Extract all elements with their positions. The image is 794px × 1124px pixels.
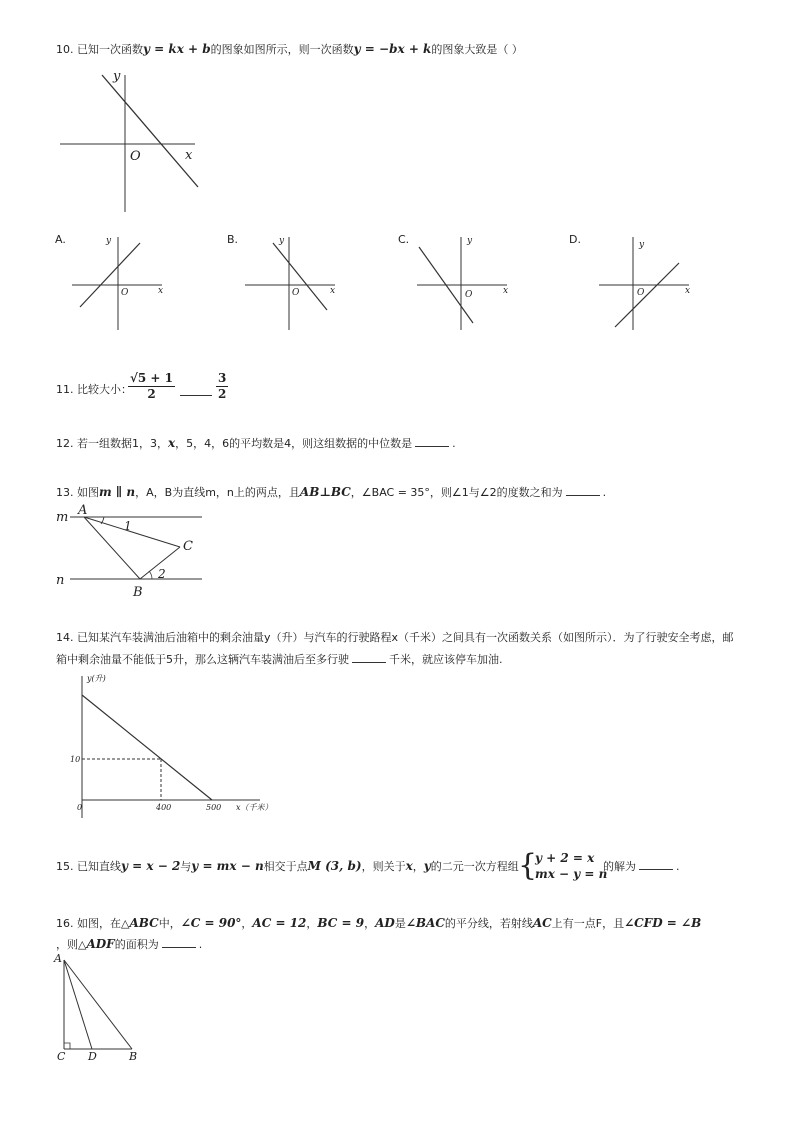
q10-text-b: 的图象如图所示，则一次函数 [210, 43, 354, 56]
q15-eq2: y = mx − n [191, 859, 264, 873]
q10-number: 10. [56, 43, 74, 56]
q12-stem [56, 436, 456, 451]
q13-label-angle1: 1 [124, 519, 132, 533]
q14-ylabel: y(升) [87, 674, 106, 683]
q13-label-c: C [183, 539, 193, 554]
q15-system-brace: { [518, 848, 538, 883]
q16-eq2: ∠C = 90° [180, 916, 242, 930]
q16-label-c: C [57, 1050, 66, 1063]
q13-label-angle2: 2 [158, 567, 166, 581]
q10-eq2: y = −bx + k [353, 42, 432, 56]
q13-label-m: m [56, 510, 69, 525]
q16-eq8: ∠CFD = ∠B [624, 916, 702, 930]
q15-eq3: M (3, b) [307, 859, 362, 873]
q15-system-eq2: mx − y = n [535, 867, 608, 881]
q16-line2-b: 的面积为 [114, 938, 159, 951]
q13-text-a: 如图 [77, 486, 99, 499]
q15-text-a: 已知直线 [77, 860, 121, 873]
q15-stem [56, 859, 519, 874]
q10-option-b-y: y [279, 236, 285, 246]
q15-var2: y [423, 859, 431, 873]
q10-main-graph [55, 65, 215, 215]
q10-option-d-o: O [637, 288, 645, 298]
q11-frac2-numerator: 3 [218, 371, 227, 385]
q12-text-c: . [452, 437, 456, 450]
q16-line2-eq: ADF [86, 937, 115, 951]
q13-answer-blank[interactable] [566, 485, 600, 496]
q10-option-d-letter: D. [569, 233, 581, 246]
q11-fraction-2 [216, 371, 228, 402]
q10-option-d-graph[interactable] [597, 235, 697, 335]
q15-text-c: 相交于点 [263, 860, 308, 873]
q13-eq1: m ∥ n [99, 485, 136, 499]
q16-stem-line1 [56, 916, 701, 931]
q16-text-d: ， [306, 917, 318, 930]
q16-text-a: 如图，在△ [77, 917, 130, 930]
q14-x-tick-400: 400 [156, 803, 172, 812]
q12-number: 12. [56, 437, 74, 450]
q10-graph-x-label: x [185, 148, 193, 163]
q14-answer-blank[interactable] [352, 652, 386, 663]
q11-text: 比较大小： [77, 383, 132, 396]
q16-figure [52, 952, 152, 1067]
q13-number: 13. [56, 486, 74, 499]
q16-label-d: D [88, 1050, 97, 1063]
q15-eq1: y = x − 2 [121, 859, 181, 873]
q13-eq2: AB⊥BC [299, 485, 351, 499]
q16-eq3: AC = 12 [252, 916, 307, 930]
q10-option-a-y: y [106, 236, 112, 246]
q15-answer-blank[interactable] [639, 859, 673, 870]
q10-option-a-x: x [158, 286, 164, 296]
q15-text-d: ，则关于 [361, 860, 406, 873]
q11-answer-blank[interactable] [180, 395, 212, 396]
q10-option-a-graph[interactable] [70, 235, 170, 335]
q15-text-f: 的二元一次方程组 [430, 860, 519, 873]
q14-x-tick-500: 500 [206, 803, 222, 812]
q10-option-d-y: y [639, 240, 645, 250]
q16-stem-line2 [56, 937, 202, 952]
q13-text-b: ，A，B为直线m，n上的两点，且 [135, 486, 300, 499]
q13-label-n: n [56, 573, 65, 588]
q15-text-h: . [676, 860, 680, 873]
q10-option-a-o: O [121, 288, 129, 298]
q14-number: 14. [56, 631, 74, 644]
q15-var1: x [405, 859, 413, 873]
q14-stem-line1 [56, 630, 734, 645]
q10-option-b-o: O [292, 288, 300, 298]
q15-number: 15. [56, 860, 74, 873]
q10-stem [56, 42, 523, 57]
q14-stem-line2 [56, 652, 503, 667]
q16-eq4: BC = 9 [317, 916, 365, 930]
q13-text-d: . [602, 486, 607, 499]
q14-xlabel: x（千米） [236, 803, 273, 812]
q14-chart [60, 670, 280, 822]
q11-frac1-denominator: 2 [147, 387, 156, 401]
q15-text-g: 的解为 [603, 860, 636, 873]
q13-text-c: ，∠BAC = 35°，则∠1与∠2的度数之和为 [350, 486, 563, 499]
q13-label-a: A [78, 503, 88, 518]
q10-option-c-x: x [503, 286, 509, 296]
q10-option-b-x: x [330, 286, 336, 296]
q12-text-b: ，5，4，6的平均数是4，则这组数据的中位数是 [175, 437, 413, 450]
q13-label-b: B [133, 585, 143, 600]
q10-graph-origin-label: O [130, 149, 141, 164]
q12-answer-blank[interactable] [415, 436, 449, 447]
q16-eq1: ABC [129, 916, 159, 930]
q15-text-b: 与 [180, 860, 192, 873]
q16-eq7: AC [532, 916, 552, 930]
q11-stem [56, 382, 132, 397]
q16-number: 16. [56, 917, 74, 930]
q14-line2-b: 千米，就应该停车加油. [389, 653, 503, 666]
q15-system-eq1: y + 2 = x [535, 851, 595, 865]
q11-frac1-numerator: √5 + 1 [130, 371, 173, 385]
q10-option-b-letter: B. [227, 233, 239, 246]
q16-label-a: A [54, 952, 62, 965]
q15-stem-tail [603, 859, 680, 874]
q10-option-b-graph[interactable] [243, 235, 343, 335]
q16-text-c: ， [241, 917, 253, 930]
q16-line2-a: ，则△ [56, 938, 87, 951]
q10-option-a-letter: A. [55, 233, 66, 246]
q10-graph-y-label: y [113, 69, 121, 84]
q16-eq6: ∠BAC [405, 916, 445, 930]
q10-option-c-letter: C. [398, 233, 410, 246]
q13-stem [56, 485, 606, 500]
q12-text-a: 若一组数据1，3， [77, 437, 168, 450]
q10-eq1: y = kx + b [143, 42, 211, 56]
q13-figure [52, 503, 212, 603]
q15-text-e: ， [412, 860, 424, 873]
q16-text-g: 的平分线，若射线 [444, 917, 533, 930]
q16-text-b: 中， [158, 917, 181, 930]
q16-answer-blank[interactable] [162, 937, 196, 948]
q14-line1: 已知某汽车装满油后油箱中的剩余油量y（升）与汽车的行驶路程x（千米）之间具有一次函数关系（如图所示）．为了行驶安全考虑，邮 [77, 631, 734, 644]
q11-number: 11. [56, 383, 74, 396]
q16-eq5: AD [375, 916, 395, 930]
q10-option-c-graph[interactable] [415, 235, 515, 335]
q10-text-c: 的图象大致是（ ） [431, 43, 523, 56]
q14-origin: 0 [77, 803, 83, 812]
q16-label-b: B [129, 1050, 138, 1063]
q11-fraction-1 [128, 371, 175, 402]
q10-option-c-y: y [467, 236, 473, 246]
q11-frac2-denominator: 2 [218, 387, 227, 401]
q12-var: x [168, 436, 176, 450]
q16-line2-c: . [198, 938, 203, 951]
q16-text-e: ， [364, 917, 376, 930]
q10-option-c-o: O [465, 290, 473, 300]
q10-text-a: 已知一次函数 [77, 43, 143, 56]
q14-y-tick-10: 10 [70, 755, 81, 764]
q16-text-f: 是 [394, 917, 406, 930]
q16-text-h: 上有一点F，且 [551, 917, 625, 930]
q15-system [535, 850, 607, 882]
q10-option-d-x: x [685, 286, 691, 296]
q14-line2-a: 箱中剩余油量不能低于5升，那么这辆汽车装满油后至多行驶 [56, 653, 349, 666]
